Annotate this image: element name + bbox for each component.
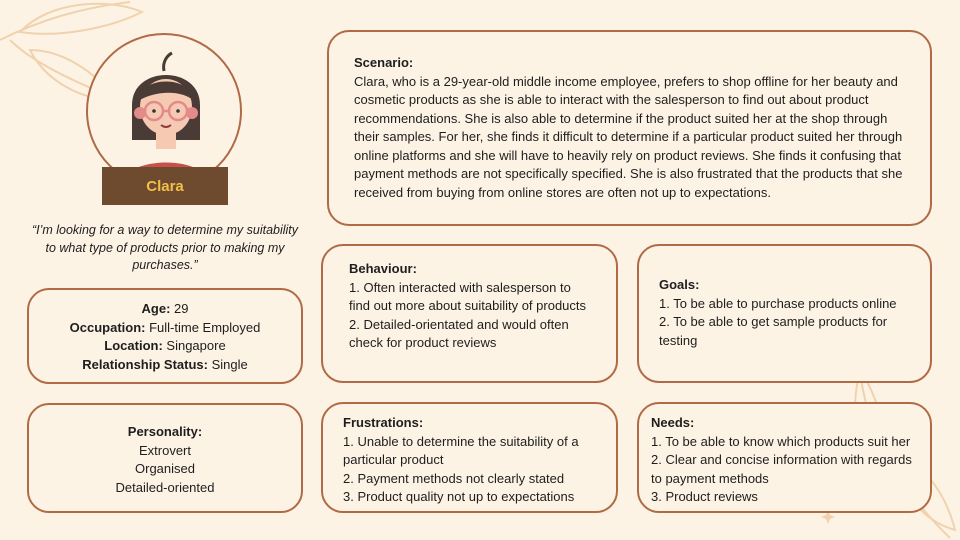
relationship-value: Single: [207, 356, 248, 372]
personality-card: [27, 403, 303, 513]
location-value: Singapore: [162, 338, 226, 353]
frustration-item: 1. Unable to determine the suitability of a particular product: [343, 433, 579, 467]
goal-item: 2. To be able to get sample products for testing: [659, 314, 888, 348]
behaviour-heading: Behaviour:: [349, 261, 417, 276]
relationship-row: [29, 356, 301, 375]
behaviour-card: [321, 244, 618, 383]
age-label: Age:: [141, 301, 171, 316]
relationship-label: Relationship Status:: [82, 356, 208, 372]
occupation-value: Full-time Employed: [145, 319, 261, 335]
frustrations-heading: Frustrations:: [343, 415, 424, 430]
location-label: Location:: [104, 338, 163, 353]
age-row: [29, 300, 301, 319]
personality-heading: Personality:: [127, 424, 203, 439]
occupation-row: [29, 319, 301, 338]
persona-illustration: [88, 35, 242, 189]
goals-heading: Goals:: [659, 277, 700, 292]
profile-card: [27, 288, 303, 384]
needs-heading: Needs:: [651, 415, 695, 430]
persona-quote: “I’m looking for a way to determine my suitability to what type of products prior to making my purchases.”: [31, 223, 299, 272]
scenario-heading: Scenario:: [354, 55, 414, 70]
goal-item: 1. To be able to purchase products online: [659, 295, 897, 311]
location-row: [29, 337, 301, 356]
frustration-item: 3. Product quality not up to expectations: [343, 489, 575, 504]
need-item: 1. To be able to know which products suit her: [651, 433, 911, 449]
goals-card: [637, 244, 932, 383]
need-item: 3. Product reviews: [651, 489, 758, 504]
trait-item: Detailed-oriented: [115, 479, 215, 495]
behaviour-item: 2. Detailed-orientated and would often check for product reviews: [349, 316, 569, 350]
avatar: [86, 33, 242, 189]
trait-item: Organised: [135, 461, 195, 476]
scenario-text: Clara, who is a 29-year-old middle income employee, prefers to shop offline for her beauty and cosmetic products as she is able to interact with the salesperson to find out about product recommendations. She is also able to determine if the product suited her at the shop through their samples. For her, she finds it difficult to determine if a particular product suited her through online platforms and she will have to heavily rely on product reviews. She finds it confusing that payment methods are not specifically specified. She is also frustrated that the products that she received from buying from online stores are often not up to expectations.: [354, 73, 903, 200]
frustration-item: 2. Payment methods not clearly stated: [343, 470, 565, 486]
trait-item: Extrovert: [138, 442, 191, 458]
behaviour-item: 1. Often interacted with salesperson to find out more about suitability of products: [349, 279, 587, 313]
need-item: 2. Clear and concise information with regards to payment methods: [651, 452, 912, 486]
scenario-card: [327, 30, 932, 226]
frustrations-card: [321, 402, 618, 513]
persona-name: Clara: [102, 167, 228, 205]
occupation-label: Occupation:: [69, 319, 146, 335]
age-value: 29: [170, 301, 189, 316]
needs-card: [637, 402, 932, 513]
